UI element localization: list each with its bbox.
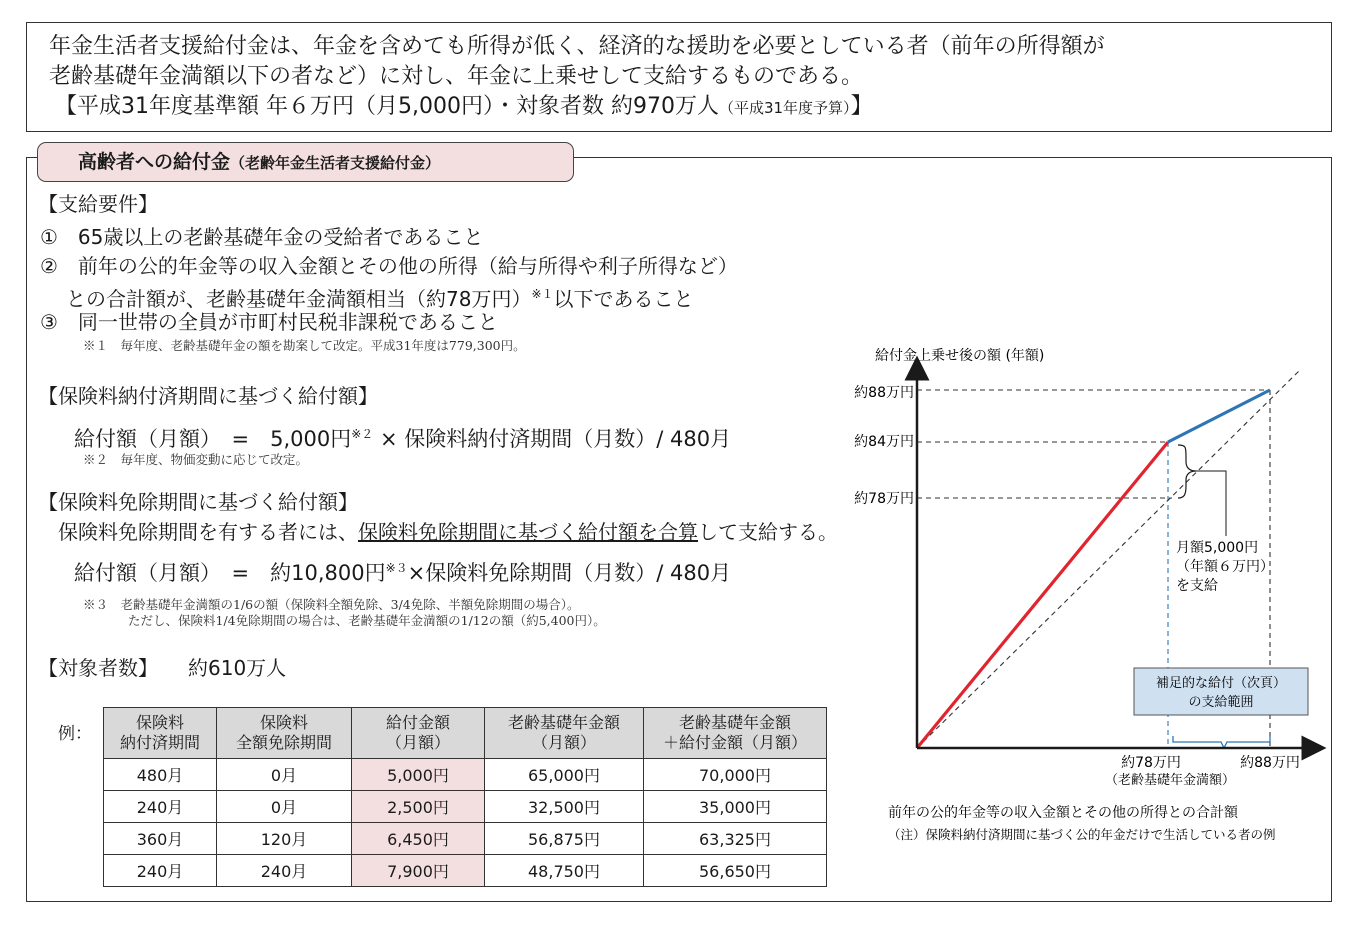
requirement-1: ① 65歳以上の老齢基礎年金の受給者であること (40, 225, 484, 249)
table-cell: 6,450円 (352, 823, 485, 855)
summary-line-1: 年金生活者支援給付金は、年金を含めても所得が低く、経済的な援助を必要としている者（前年の所得額が (49, 34, 1105, 59)
x-tick-88: 約88万円 (1240, 755, 1300, 771)
table-cell: 2,500円 (352, 791, 485, 823)
exempt-desc-a: 保険料免除期間を有する者には、 (58, 520, 358, 544)
header-line: 老齢基礎年金額 (678, 713, 791, 732)
header-line: 保険料 (259, 713, 308, 732)
summary-budget-note: （平成31年度予算） (718, 99, 851, 117)
paid-formula-left: 給付額（月額） = 5,000円 (74, 427, 352, 451)
y-tick-88: 約88万円 (854, 385, 914, 401)
amount-brace (1178, 445, 1196, 498)
brace-label-line-3: を支給 (1176, 578, 1218, 594)
table-cell: 35,000円 (644, 791, 827, 823)
table-row (104, 759, 827, 791)
exempt-desc-b: して支給する。 (698, 520, 838, 544)
summary-bracket: 】 (850, 94, 873, 119)
header-line: ＋給付金額（月額） (662, 733, 807, 752)
table-header (644, 708, 827, 759)
brace-leader (1196, 471, 1226, 536)
table-cell: 0月 (217, 759, 352, 791)
brace-label-line-1: 月額5,000円 (1176, 540, 1259, 556)
table-cell: 240月 (104, 791, 217, 823)
header-line: 給付金額 (385, 713, 450, 732)
note-3b: ただし、保険料1/4免除期間の場合は、老齢基礎年金満額の1/12の額（約5,400円）。 (128, 613, 606, 628)
header-line: 納付済期間 (119, 733, 200, 752)
requirement-2a: ② 前年の公的年金等の収入金額とその他の所得（給与所得や利子所得など） (40, 254, 738, 278)
section-title-tab (37, 142, 574, 182)
requirement-3: ③ 同一世帯の全員が市町村民税非課税であること (40, 310, 498, 334)
blue-series-line (1168, 390, 1270, 442)
summary-line-3 (55, 93, 873, 122)
summary-box (26, 22, 1332, 132)
table-row (104, 855, 827, 887)
note-2: ※２ 毎年度、物価変動に応じて改定。 (83, 452, 309, 467)
target-heading: 【対象者数】 (38, 656, 158, 680)
table-header (217, 708, 352, 759)
requirement-2b-text: との合計額が、老齢基礎年金満額相当（約78万円） (66, 287, 532, 311)
table-cell: 480月 (104, 759, 217, 791)
table-row (104, 823, 827, 855)
table-cell: 32,500円 (485, 791, 644, 823)
paid-formula-right: × 保険料納付済期間（月数）/ 480月 (379, 427, 732, 451)
y-tick-78: 約78万円 (854, 491, 914, 507)
x-tick-sub: （老齢基礎年金満額） (1104, 773, 1236, 788)
footnote-mark-2: ※２ (351, 427, 374, 441)
example-label: 例： (58, 724, 92, 744)
exempt-period-formula (74, 555, 731, 586)
target-count: 約610万人 (188, 656, 287, 680)
section-title: 高齢者への給付金 (78, 151, 231, 173)
table-header-row (104, 708, 827, 759)
table-cell: 48,750円 (485, 855, 644, 887)
footnote-mark-3: ※３ (385, 561, 408, 575)
table-cell: 70,000円 (644, 759, 827, 791)
example-table (103, 707, 827, 887)
section-subtitle: （老齢年金生活者支援給付金） (230, 154, 441, 172)
exempt-period-heading: 【保険料免除期間に基づく給付額】 (38, 490, 358, 514)
table-cell: 56,650円 (644, 855, 827, 887)
footnote-mark-1: ※１ (531, 287, 554, 301)
table-cell: 56,875円 (485, 823, 644, 855)
exempt-formula-right: ×保険料免除期間（月数）/ 480月 (407, 561, 732, 585)
table-cell: 120月 (217, 823, 352, 855)
requirements-heading: 【支給要件】 (38, 192, 158, 216)
table-cell: 360月 (104, 823, 217, 855)
chart-note: （注）保険料納付済期間に基づく公的年金だけで生活している者の例 (888, 827, 1276, 842)
header-line: 保険料 (135, 713, 184, 732)
table-header (104, 708, 217, 759)
supplement-range-brace (1173, 736, 1270, 748)
table-cell: 65,000円 (485, 759, 644, 791)
table-cell: 240月 (217, 855, 352, 887)
paid-period-heading: 【保険料納付済期間に基づく給付額】 (38, 384, 378, 408)
table-cell: 63,325円 (644, 823, 827, 855)
table-cell: 5,000円 (352, 759, 485, 791)
table-cell: 240月 (104, 855, 217, 887)
note-3a: ※３ 老齢基礎年金満額の1/6の額（保険料全額免除、3/4免除、半額免除期間の場合）。 (83, 597, 580, 612)
paid-period-formula (74, 421, 731, 452)
note-1: ※１ 毎年度、老齢基礎年金の額を勘案して改定。平成31年度は779,300円。 (83, 338, 526, 353)
red-series-line (917, 442, 1168, 748)
brace-label-line-2: （年額６万円） (1176, 559, 1274, 575)
chart-x-label: 前年の公的年金等の収入金額とその他の所得との合計額 (888, 805, 1238, 821)
exempt-desc-underlined: 保険料免除期間に基づく給付額を合算 (358, 520, 698, 544)
header-line: （月額） (531, 733, 596, 752)
y-tick-84: 約84万円 (854, 434, 914, 450)
requirement-2b (66, 281, 694, 312)
summary-line-2: 老齢基礎年金満額以下の者など）に対し、年金に上乗せして支給するものである。 (49, 64, 864, 89)
table-cell: 7,900円 (352, 855, 485, 887)
x-tick-78: 約78万円 (1121, 755, 1181, 771)
supplement-box-line-2: の支給範囲 (1188, 695, 1254, 710)
header-line: 老齢基礎年金額 (507, 713, 620, 732)
table-row (104, 791, 827, 823)
header-line: （月額） (385, 733, 450, 752)
chart-y-label: 給付金上乗せ後の額 (年額) (875, 348, 1045, 364)
header-line: 全額免除期間 (235, 733, 332, 752)
requirement-2c-text: 以下であること (553, 287, 694, 311)
exempt-formula-left: 給付額（月額） = 約10,800円 (74, 561, 386, 585)
table-cell: 0月 (217, 791, 352, 823)
exempt-period-desc (58, 519, 838, 545)
table-header (485, 708, 644, 759)
supplement-box-line-1: 補足的な給付（次頁） (1155, 676, 1287, 691)
summary-amount: 【平成31年度基準額 年６万円（月5,000円）・対象者数 約970万人 (55, 94, 719, 119)
table-header (352, 708, 485, 759)
benefit-chart (830, 340, 1330, 860)
